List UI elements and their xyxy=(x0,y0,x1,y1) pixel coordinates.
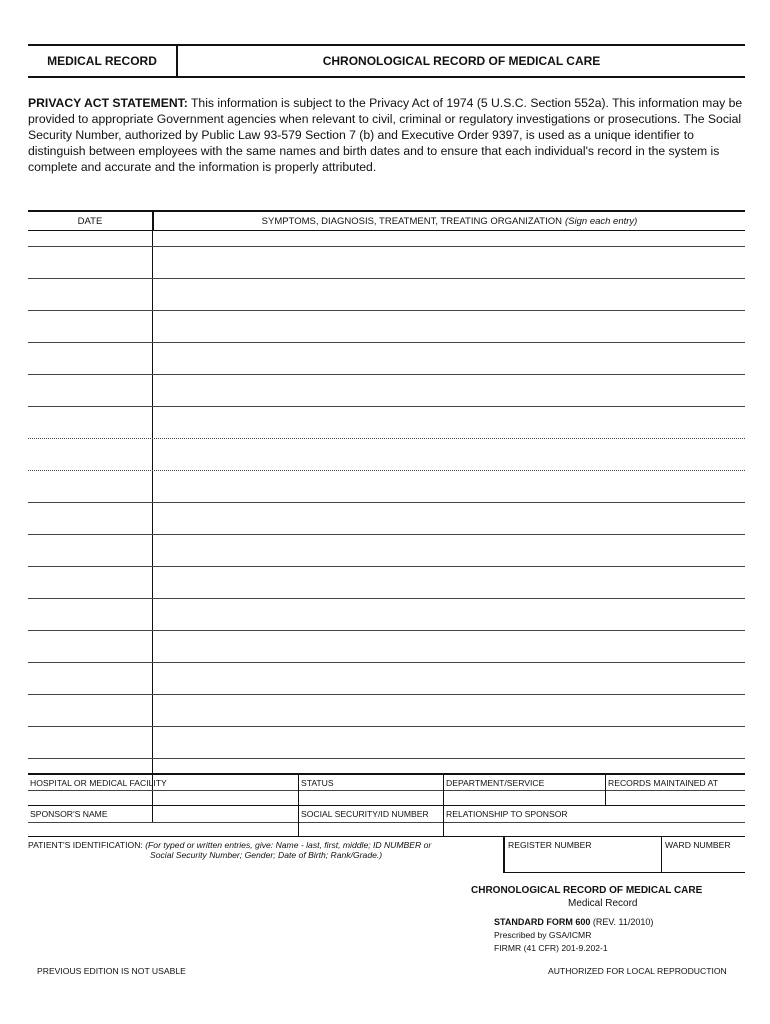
log-row xyxy=(28,695,745,727)
medical-care-log xyxy=(28,210,745,823)
entry-cell[interactable] xyxy=(153,343,745,374)
patient-id-note-2: Social Security Number; Gender; Date of Birth; Rank/Grade.) xyxy=(150,850,383,860)
prescribed-by: Prescribed by GSA/ICMR xyxy=(494,930,592,940)
hospital-label: HOSPITAL OR MEDICAL FACILITY xyxy=(30,778,167,788)
entry-cell[interactable] xyxy=(153,247,745,278)
log-row xyxy=(28,375,745,407)
patient-info-block xyxy=(28,773,745,873)
sponsor-name-field[interactable] xyxy=(28,806,298,836)
sign-each-entry-note: (Sign each entry) xyxy=(565,215,638,227)
ssn-label: SOCIAL SECURITY/ID NUMBER xyxy=(301,809,429,819)
symptoms-header-text: SYMPTOMS, DIAGNOSIS, TREATMENT, TREATING ORGANIZATION xyxy=(261,215,562,227)
date-cell[interactable] xyxy=(28,231,153,246)
form-revision: (REV. 11/2010) xyxy=(592,917,654,927)
entry-cell[interactable] xyxy=(153,503,745,534)
log-rows xyxy=(28,231,745,823)
entry-cell[interactable] xyxy=(153,471,745,502)
date-cell[interactable] xyxy=(28,631,153,662)
header-form-title: CHRONOLOGICAL RECORD OF MEDICAL CARE xyxy=(322,54,601,68)
status-label: STATUS xyxy=(301,778,334,788)
privacy-text: This information is subject to the Privacy Act of 1974 (5 U.S.C. Section 552a). This information may be provided to appropriate Government agencies when relevant to civil, criminal or regulatory investigations or prosecutions. The Social Security Number, authorized by Public Law 93-579 Section 7 (b) and Executive Order 9397, is used as a unique identifier to distinguish between employees with the same names and birth dates and to ensure that each individual's record in the system is complete and accurate and the information is properly attributed. xyxy=(28,96,743,174)
entry-cell[interactable] xyxy=(153,727,745,758)
symptoms-column-header xyxy=(154,212,745,230)
date-cell[interactable] xyxy=(28,311,153,342)
department-field[interactable] xyxy=(443,775,605,805)
status-field[interactable] xyxy=(298,775,443,805)
records-label: RECORDS MAINTAINED AT xyxy=(608,778,718,788)
date-cell[interactable] xyxy=(28,599,153,630)
records-maintained-field[interactable] xyxy=(605,775,745,805)
standard-form-number xyxy=(471,917,751,927)
date-cell[interactable] xyxy=(28,247,153,278)
footer-title: CHRONOLOGICAL RECORD OF MEDICAL CARE xyxy=(471,885,703,896)
log-row xyxy=(28,631,745,663)
header-medical-record: MEDICAL RECORD xyxy=(28,46,178,76)
form-footer xyxy=(471,885,751,953)
ssn-field[interactable] xyxy=(298,806,443,836)
ward-label: WARD NUMBER xyxy=(665,840,731,850)
log-row xyxy=(28,407,745,439)
date-cell[interactable] xyxy=(28,407,153,438)
entry-cell[interactable] xyxy=(153,663,745,694)
relationship-label: RELATIONSHIP TO SPONSOR xyxy=(446,809,568,819)
facility-row xyxy=(28,775,745,806)
entry-cell[interactable] xyxy=(153,231,745,246)
patient-id-label: PATIENT'S IDENTIFICATION: xyxy=(28,840,143,850)
log-row xyxy=(28,439,745,471)
entry-cell[interactable] xyxy=(153,407,745,438)
log-row xyxy=(28,279,745,311)
patient-identification-field[interactable] xyxy=(28,840,498,860)
log-row xyxy=(28,247,745,279)
date-cell[interactable] xyxy=(28,535,153,566)
department-label: DEPARTMENT/SERVICE xyxy=(446,778,545,788)
date-cell[interactable] xyxy=(28,663,153,694)
date-cell[interactable] xyxy=(28,567,153,598)
entry-cell[interactable] xyxy=(153,631,745,662)
entry-cell[interactable] xyxy=(153,439,745,470)
date-cell[interactable] xyxy=(28,471,153,502)
footer-subtitle: Medical Record xyxy=(568,898,638,909)
patient-id-note-1: (For typed or written entries, give: Name - last, first, middle; ID NUMBER or xyxy=(145,840,432,850)
log-row xyxy=(28,567,745,599)
log-row xyxy=(28,503,745,535)
log-row xyxy=(28,599,745,631)
log-row xyxy=(28,311,745,343)
previous-edition-notice: PREVIOUS EDITION IS NOT USABLE xyxy=(37,966,186,976)
date-column-header: DATE xyxy=(28,212,154,230)
date-cell[interactable] xyxy=(28,727,153,758)
entry-cell[interactable] xyxy=(153,375,745,406)
log-header xyxy=(28,210,745,231)
privacy-label: PRIVACY ACT STATEMENT: xyxy=(28,96,188,110)
log-row xyxy=(28,471,745,503)
entry-cell[interactable] xyxy=(153,695,745,726)
log-row xyxy=(28,535,745,567)
relationship-field[interactable] xyxy=(443,806,745,836)
date-cell[interactable] xyxy=(28,695,153,726)
ward-number-field[interactable] xyxy=(661,837,745,873)
log-row xyxy=(28,727,745,759)
date-cell[interactable] xyxy=(28,503,153,534)
firmr-reference: FIRMR (41 CFR) 201-9.202-1 xyxy=(494,943,608,953)
log-row xyxy=(28,343,745,375)
entry-cell[interactable] xyxy=(153,311,745,342)
register-label: REGISTER NUMBER xyxy=(508,840,592,850)
date-cell[interactable] xyxy=(28,279,153,310)
entry-cell[interactable] xyxy=(153,279,745,310)
form-header xyxy=(28,44,745,78)
patient-identification-row xyxy=(28,837,745,873)
sponsor-row xyxy=(28,806,745,837)
date-cell[interactable] xyxy=(28,439,153,470)
hospital-field[interactable] xyxy=(28,775,298,805)
sponsor-label: SPONSOR'S NAME xyxy=(30,809,108,819)
log-row xyxy=(28,231,745,247)
form-number: STANDARD FORM 600 xyxy=(494,917,591,927)
entry-cell[interactable] xyxy=(153,535,745,566)
privacy-act-statement xyxy=(28,95,748,175)
entry-cell[interactable] xyxy=(153,567,745,598)
date-cell[interactable] xyxy=(28,375,153,406)
entry-cell[interactable] xyxy=(153,599,745,630)
local-reproduction-notice: AUTHORIZED FOR LOCAL REPRODUCTION xyxy=(548,966,727,976)
log-row xyxy=(28,663,745,695)
register-number-field[interactable] xyxy=(503,837,661,873)
date-cell[interactable] xyxy=(28,343,153,374)
